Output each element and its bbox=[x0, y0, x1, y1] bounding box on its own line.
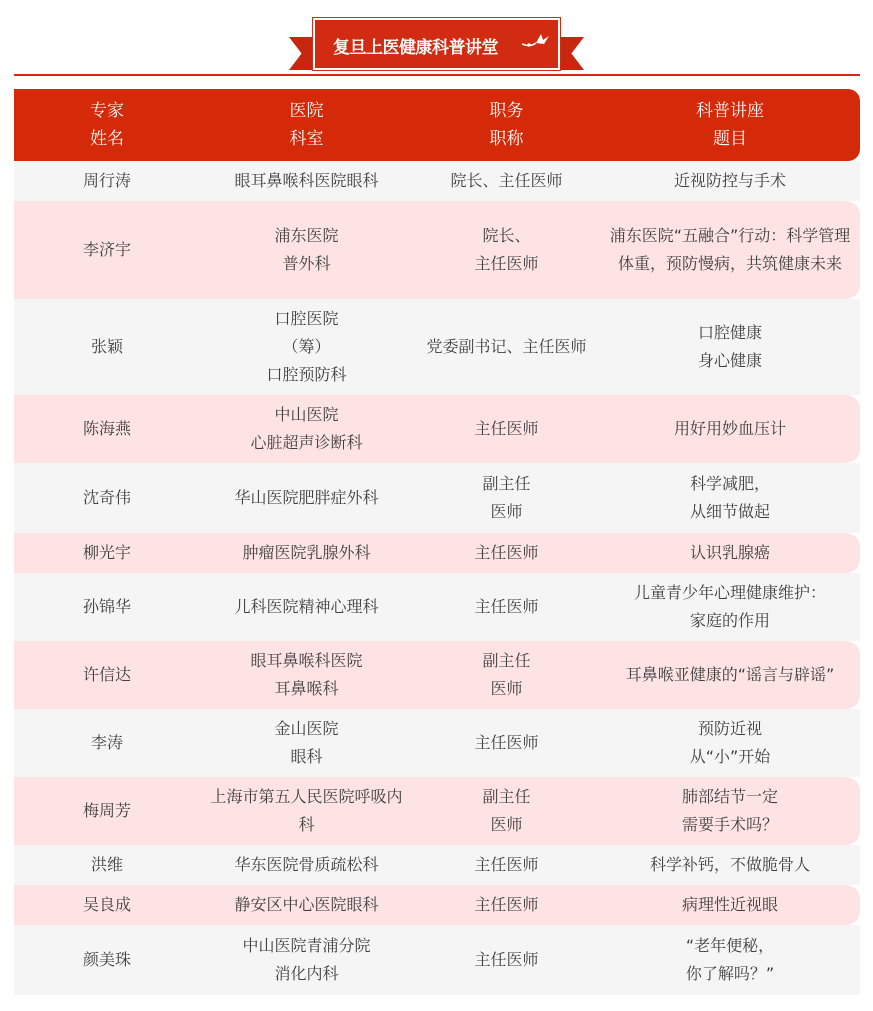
cell-topic: 科学补钙，不做脆骨人 bbox=[649, 855, 810, 874]
cell-topic: 病理性近视眼 bbox=[681, 895, 778, 914]
cell-name: 沈奇伟 bbox=[82, 488, 131, 507]
banner-box bbox=[313, 18, 560, 70]
cell-title: 主任医师 bbox=[474, 895, 539, 914]
cell-title: 主任医师 bbox=[474, 950, 539, 969]
table-row bbox=[14, 925, 860, 995]
cell-name: 张颖 bbox=[90, 337, 123, 356]
banner bbox=[289, 18, 584, 72]
cell-topic: “老年便秘， 你了解吗？” bbox=[685, 936, 775, 983]
cell-title: 院长、主任医师 bbox=[450, 171, 563, 190]
cell-dept: 口腔医院 （筹） 口腔预防科 bbox=[266, 309, 347, 384]
header-hospital bbox=[200, 89, 413, 161]
cell-topic: 浦东医院“五融合”行动：科学管理体重，预防慢病，共筑健康未来 bbox=[609, 226, 851, 273]
cell-name: 李济宇 bbox=[82, 240, 131, 259]
table-row bbox=[14, 161, 860, 201]
cell-dept: 浦东医院 普外科 bbox=[274, 226, 339, 273]
cell-dept: 肿瘤医院乳腺外科 bbox=[242, 543, 371, 562]
cell-name: 许信达 bbox=[82, 665, 131, 684]
cell-dept: 金山医院 眼科 bbox=[274, 719, 339, 766]
cell-name: 梅周芳 bbox=[82, 801, 131, 820]
cell-name: 孙锦华 bbox=[82, 597, 131, 616]
cell-dept: 上海市第五人民医院呼吸内科 bbox=[210, 787, 403, 834]
table-row bbox=[14, 533, 860, 573]
cell-title: 副主任 医师 bbox=[482, 474, 531, 521]
cell-topic: 耳鼻喉亚健康的“谣言与辟谣” bbox=[625, 665, 835, 684]
table-header bbox=[14, 89, 860, 161]
cell-name: 颜美珠 bbox=[82, 950, 131, 969]
header-hospital-label: 医院 科室 bbox=[289, 101, 324, 149]
table-row bbox=[14, 777, 860, 845]
cell-name: 洪维 bbox=[90, 855, 123, 874]
table-row bbox=[14, 395, 860, 463]
cell-title: 副主任 医师 bbox=[482, 787, 531, 834]
cell-name: 陈海燕 bbox=[82, 419, 131, 438]
cell-name: 李涛 bbox=[90, 733, 123, 752]
cell-topic: 口腔健康 身心健康 bbox=[697, 323, 762, 370]
top-rule bbox=[14, 74, 860, 76]
table-row bbox=[14, 463, 860, 533]
banner-title: 复旦上医健康科普讲堂 bbox=[333, 38, 498, 58]
cell-title: 主任医师 bbox=[474, 855, 539, 874]
cell-title: 主任医师 bbox=[474, 419, 539, 438]
cell-name: 周行涛 bbox=[82, 171, 131, 190]
table-row bbox=[14, 885, 860, 925]
header-topic-label: 科普讲座 题目 bbox=[696, 101, 764, 149]
header-name-label: 专家 姓名 bbox=[90, 101, 124, 149]
header-position bbox=[413, 89, 600, 161]
cell-name: 柳光宇 bbox=[82, 543, 131, 562]
cell-dept: 华山医院肥胖症外科 bbox=[234, 488, 379, 507]
cell-topic: 儿童青少年心理健康维护： 家庭的作用 bbox=[633, 583, 826, 630]
cell-dept: 儿科医院精神心理科 bbox=[234, 597, 379, 616]
cell-title: 主任医师 bbox=[474, 733, 539, 752]
header-name bbox=[14, 89, 200, 161]
cell-title: 主任医师 bbox=[474, 597, 539, 616]
cell-name: 吴良成 bbox=[82, 895, 131, 914]
cell-topic: 用好用妙血压计 bbox=[673, 419, 786, 438]
table-row bbox=[14, 299, 860, 395]
dove-icon bbox=[520, 30, 550, 52]
cell-dept: 眼耳鼻喉科医院眼科 bbox=[234, 171, 379, 190]
cell-dept: 静安区中心医院眼科 bbox=[234, 895, 379, 914]
cell-dept: 眼耳鼻喉科医院 耳鼻喉科 bbox=[250, 651, 363, 698]
cell-dept: 中山医院 心脏超声诊断科 bbox=[250, 405, 363, 452]
cell-title: 党委副书记、主任医师 bbox=[426, 337, 587, 356]
cell-topic: 认识乳腺癌 bbox=[689, 543, 770, 562]
cell-topic: 科学减肥， 从细节做起 bbox=[689, 474, 770, 521]
cell-dept: 中山医院青浦分院 消化内科 bbox=[242, 936, 371, 983]
ribbon-right-tail bbox=[556, 37, 584, 70]
cell-topic: 肺部结节一定 需要手术吗？ bbox=[681, 787, 778, 834]
header-position-label: 职务 职称 bbox=[489, 101, 524, 149]
table-row bbox=[14, 573, 860, 641]
table-row bbox=[14, 641, 860, 709]
cell-dept: 华东医院骨质疏松科 bbox=[234, 855, 379, 874]
cell-topic: 预防近视 从“小”开始 bbox=[689, 719, 771, 766]
table-row bbox=[14, 845, 860, 885]
table-row bbox=[14, 201, 860, 299]
cell-topic: 近视防控与手术 bbox=[673, 171, 786, 190]
cell-title: 主任医师 bbox=[474, 543, 539, 562]
header-topic bbox=[600, 89, 860, 161]
table-row bbox=[14, 709, 860, 777]
cell-title: 院长、 主任医师 bbox=[474, 226, 539, 273]
cell-title: 副主任 医师 bbox=[482, 651, 531, 698]
expert-table bbox=[14, 89, 860, 995]
